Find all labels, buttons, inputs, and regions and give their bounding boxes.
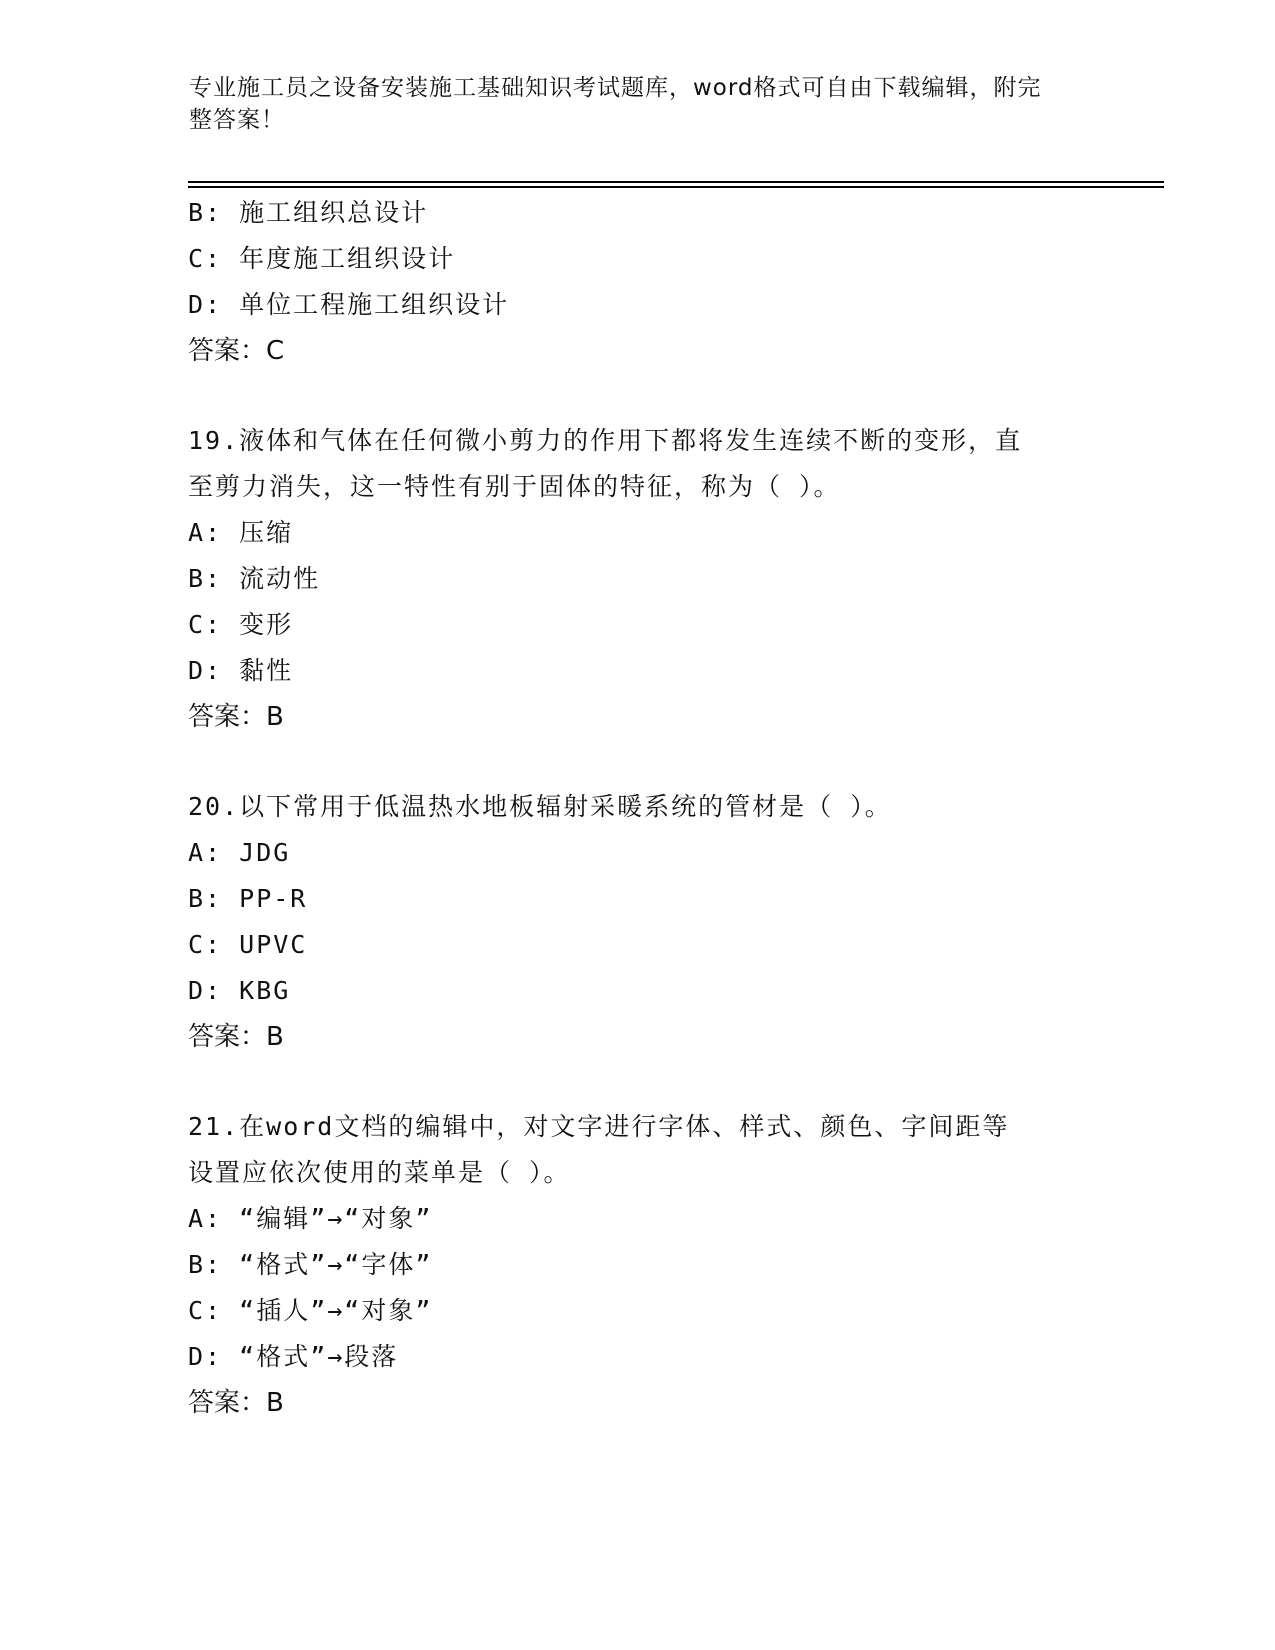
header-divider-top [188,181,1164,183]
option-b: B: “格式”→“字体” [188,1250,433,1279]
option-b: B: 施工组织总设计 [188,198,429,227]
answer: 答案：B [188,1022,284,1052]
question-content [188,190,1088,1426]
question-21 [188,1104,1088,1426]
answer: 答案：C [188,336,285,366]
header-line-2: 整答案！ [189,107,285,133]
question-20 [188,784,1088,1060]
option-d: D: 黏性 [188,656,294,685]
option-b: B: 流动性 [188,564,321,593]
option-b: B: PP-R [188,884,308,913]
option-d: D: “格式”→段落 [188,1342,399,1371]
question-text-line-1: 19.液体和气体在任何微小剪力的作用下都将发生连续不断的变形，直 [188,426,1023,455]
question-19 [188,418,1088,740]
question-text-line-1: 21.在word文档的编辑中，对文字进行字体、样式、颜色、字间距等 [188,1112,1010,1141]
question-text-line-2: 至剪力消失，这一特性有别于固体的特征，称为（ ）。 [188,472,841,501]
header-line-1: 专业施工员之设备安装施工基础知识考试题库，word格式可自由下载编辑，附完 [189,75,1042,101]
option-c: C: “插人”→“对象” [188,1296,433,1325]
option-c: C: 变形 [188,610,294,639]
question-18-tail [188,190,1088,374]
option-a: A: “编辑”→“对象” [188,1204,433,1233]
option-c: C: UPVC [188,930,308,959]
option-a: A: JDG [188,838,291,867]
option-d: D: 单位工程施工组织设计 [188,290,510,319]
answer: 答案：B [188,702,284,732]
option-a: A: 压缩 [188,518,294,547]
question-text-line-1: 20.以下常用于低温热水地板辐射采暖系统的管材是（ ）。 [188,792,892,821]
question-text-line-2: 设置应依次使用的菜单是（ ）。 [188,1158,571,1187]
answer: 答案：B [188,1388,284,1418]
option-c: C: 年度施工组织设计 [188,244,456,273]
document-header [189,72,1089,136]
header-divider-bottom [188,186,1164,188]
option-d: D: KBG [188,976,291,1005]
